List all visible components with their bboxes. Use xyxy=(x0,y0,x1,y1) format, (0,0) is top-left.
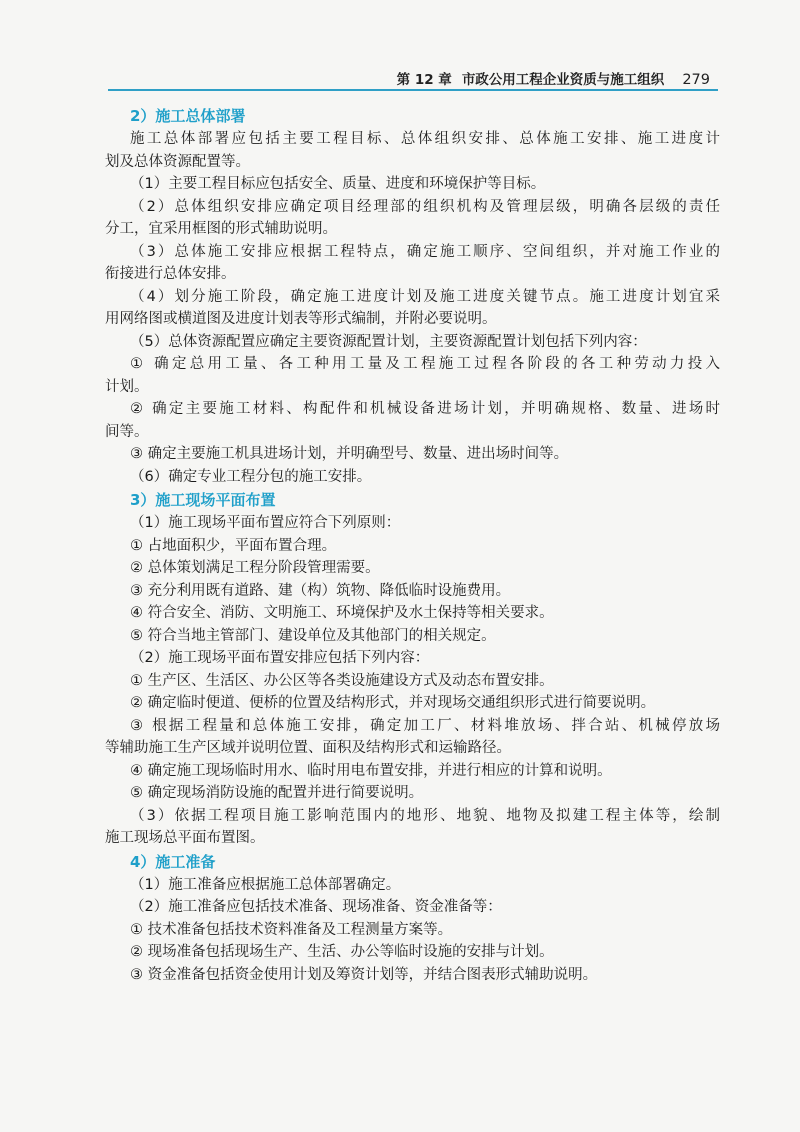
list-item: ④ 符合安全、消防、文明施工、环境保护及水土保持等相关要求。 xyxy=(130,605,554,621)
list-item: （1）施工现场平面布置应符合下列原则： xyxy=(130,515,401,531)
list-item: ② 确定临时便道、便桥的位置及结构形式，并对现场交通组织形式进行简要说明。 xyxy=(130,695,656,711)
list-item: （1）主要工程目标应包括安全、质量、进度和环境保护等目标。 xyxy=(130,176,546,192)
paragraph-line: 施工现场总平面布置图。 xyxy=(105,830,265,846)
paragraph-line: 衔接进行总体安排。 xyxy=(105,266,236,282)
paragraph-line: 划及总体资源配置等。 xyxy=(105,153,250,170)
paragraph-line: 间等。 xyxy=(105,423,149,440)
list-item: （2）总体组织安排应确定项目经理部的组织机构及管理层级，明确各层级的责任 xyxy=(130,198,720,215)
list-item: （2）施工现场平面布置安排应包括下列内容： xyxy=(130,650,430,666)
list-item: ③ 资金准备包括资金使用计划及筹资计划等，并结合图表形式辅助说明。 xyxy=(130,966,598,983)
list-item: ③ 充分利用既有道路、建（构）筑物、降低临时设施费用。 xyxy=(130,582,511,599)
list-item: ③ 确定主要施工机具进场计划，并明确型号、数量、进出场时间等。 xyxy=(130,446,569,462)
list-item: ④ 确定施工现场临时用水、临时用电布置安排，并进行相应的计算和说明。 xyxy=(130,762,612,779)
chapter-title: 市政公用工程企业资质与施工组织 xyxy=(461,72,665,88)
list-item: ① 生产区、生活区、办公区等各类设施建设方式及动态布置安排。 xyxy=(130,672,554,689)
list-item: ⑤ 符合当地主管部门、建设单位及其他部门的相关规定。 xyxy=(130,627,496,644)
list-item: （3）依据工程项目施工影响范围内的地形、地貌、地物及拟建工程主体等，绘制 xyxy=(130,807,720,824)
paragraph-line: 分工，宜采用框图的形式辅助说明。 xyxy=(105,221,337,237)
page-number: 279 xyxy=(682,72,710,88)
list-item: ① 占地面积少，平面布置合理。 xyxy=(130,537,337,554)
list-item: ③ 根据工程量和总体施工安排，确定加工厂、材料堆放场、拌合站、机械停放场 xyxy=(130,717,720,734)
list-item: ② 总体策划满足工程分阶段管理需要。 xyxy=(130,560,380,576)
list-item: ① 确定总用工量、各工种用工量及工程施工过程各阶段的各工种劳动力投入 xyxy=(130,356,720,372)
running-head xyxy=(387,68,710,88)
list-item: （1）施工准备应根据施工总体部署确定。 xyxy=(130,876,401,893)
paragraph-line: 计划。 xyxy=(105,378,149,395)
list-item: ⑤ 确定现场消防设施的配置并进行简要说明。 xyxy=(130,785,424,801)
list-item: ① 技术准备包括技术资料准备及工程测量方案等。 xyxy=(130,921,453,938)
list-item: ② 确定主要施工材料、构配件和机械设备进场计划，并明确规格、数量、进场时 xyxy=(130,401,720,417)
list-item: （6）确定专业工程分包的施工安排。 xyxy=(130,468,372,485)
list-item: （5）总体资源配置应确定主要资源配置计划，主要资源配置计划包括下列内容： xyxy=(130,333,647,350)
paragraph-line: 施工总体部署应包括主要工程目标、总体组织安排、总体施工安排、施工进度计 xyxy=(130,131,720,147)
list-item: （3）总体施工安排应根据工程特点，确定施工顺序、空间组织，并对施工作业的 xyxy=(130,243,720,260)
section-heading: 4）施工准备 xyxy=(130,852,216,871)
header-rule xyxy=(108,89,718,91)
paragraph-line: 等辅助施工生产区域并说明位置、面积及结构形式和运输路径。 xyxy=(105,740,511,756)
page-header xyxy=(0,66,718,88)
section-heading: 2）施工总体部署 xyxy=(130,107,246,125)
page-body xyxy=(105,104,720,986)
chapter-number: 第 12 章 xyxy=(396,72,452,88)
list-item: ② 现场准备包括现场生产、生活、办公等临时设施的安排与计划。 xyxy=(130,944,554,960)
section-heading: 3）施工现场平面布置 xyxy=(130,491,276,509)
list-item: （2）施工准备应包括技术准备、现场准备、资金准备等： xyxy=(130,899,502,915)
list-item: （4）划分施工阶段，确定施工进度计划及施工进度关键节点。施工进度计划宜采 xyxy=(130,288,720,305)
paragraph-line: 用网络图或横道图及进度计划表等形式编制，并附必要说明。 xyxy=(105,311,497,327)
